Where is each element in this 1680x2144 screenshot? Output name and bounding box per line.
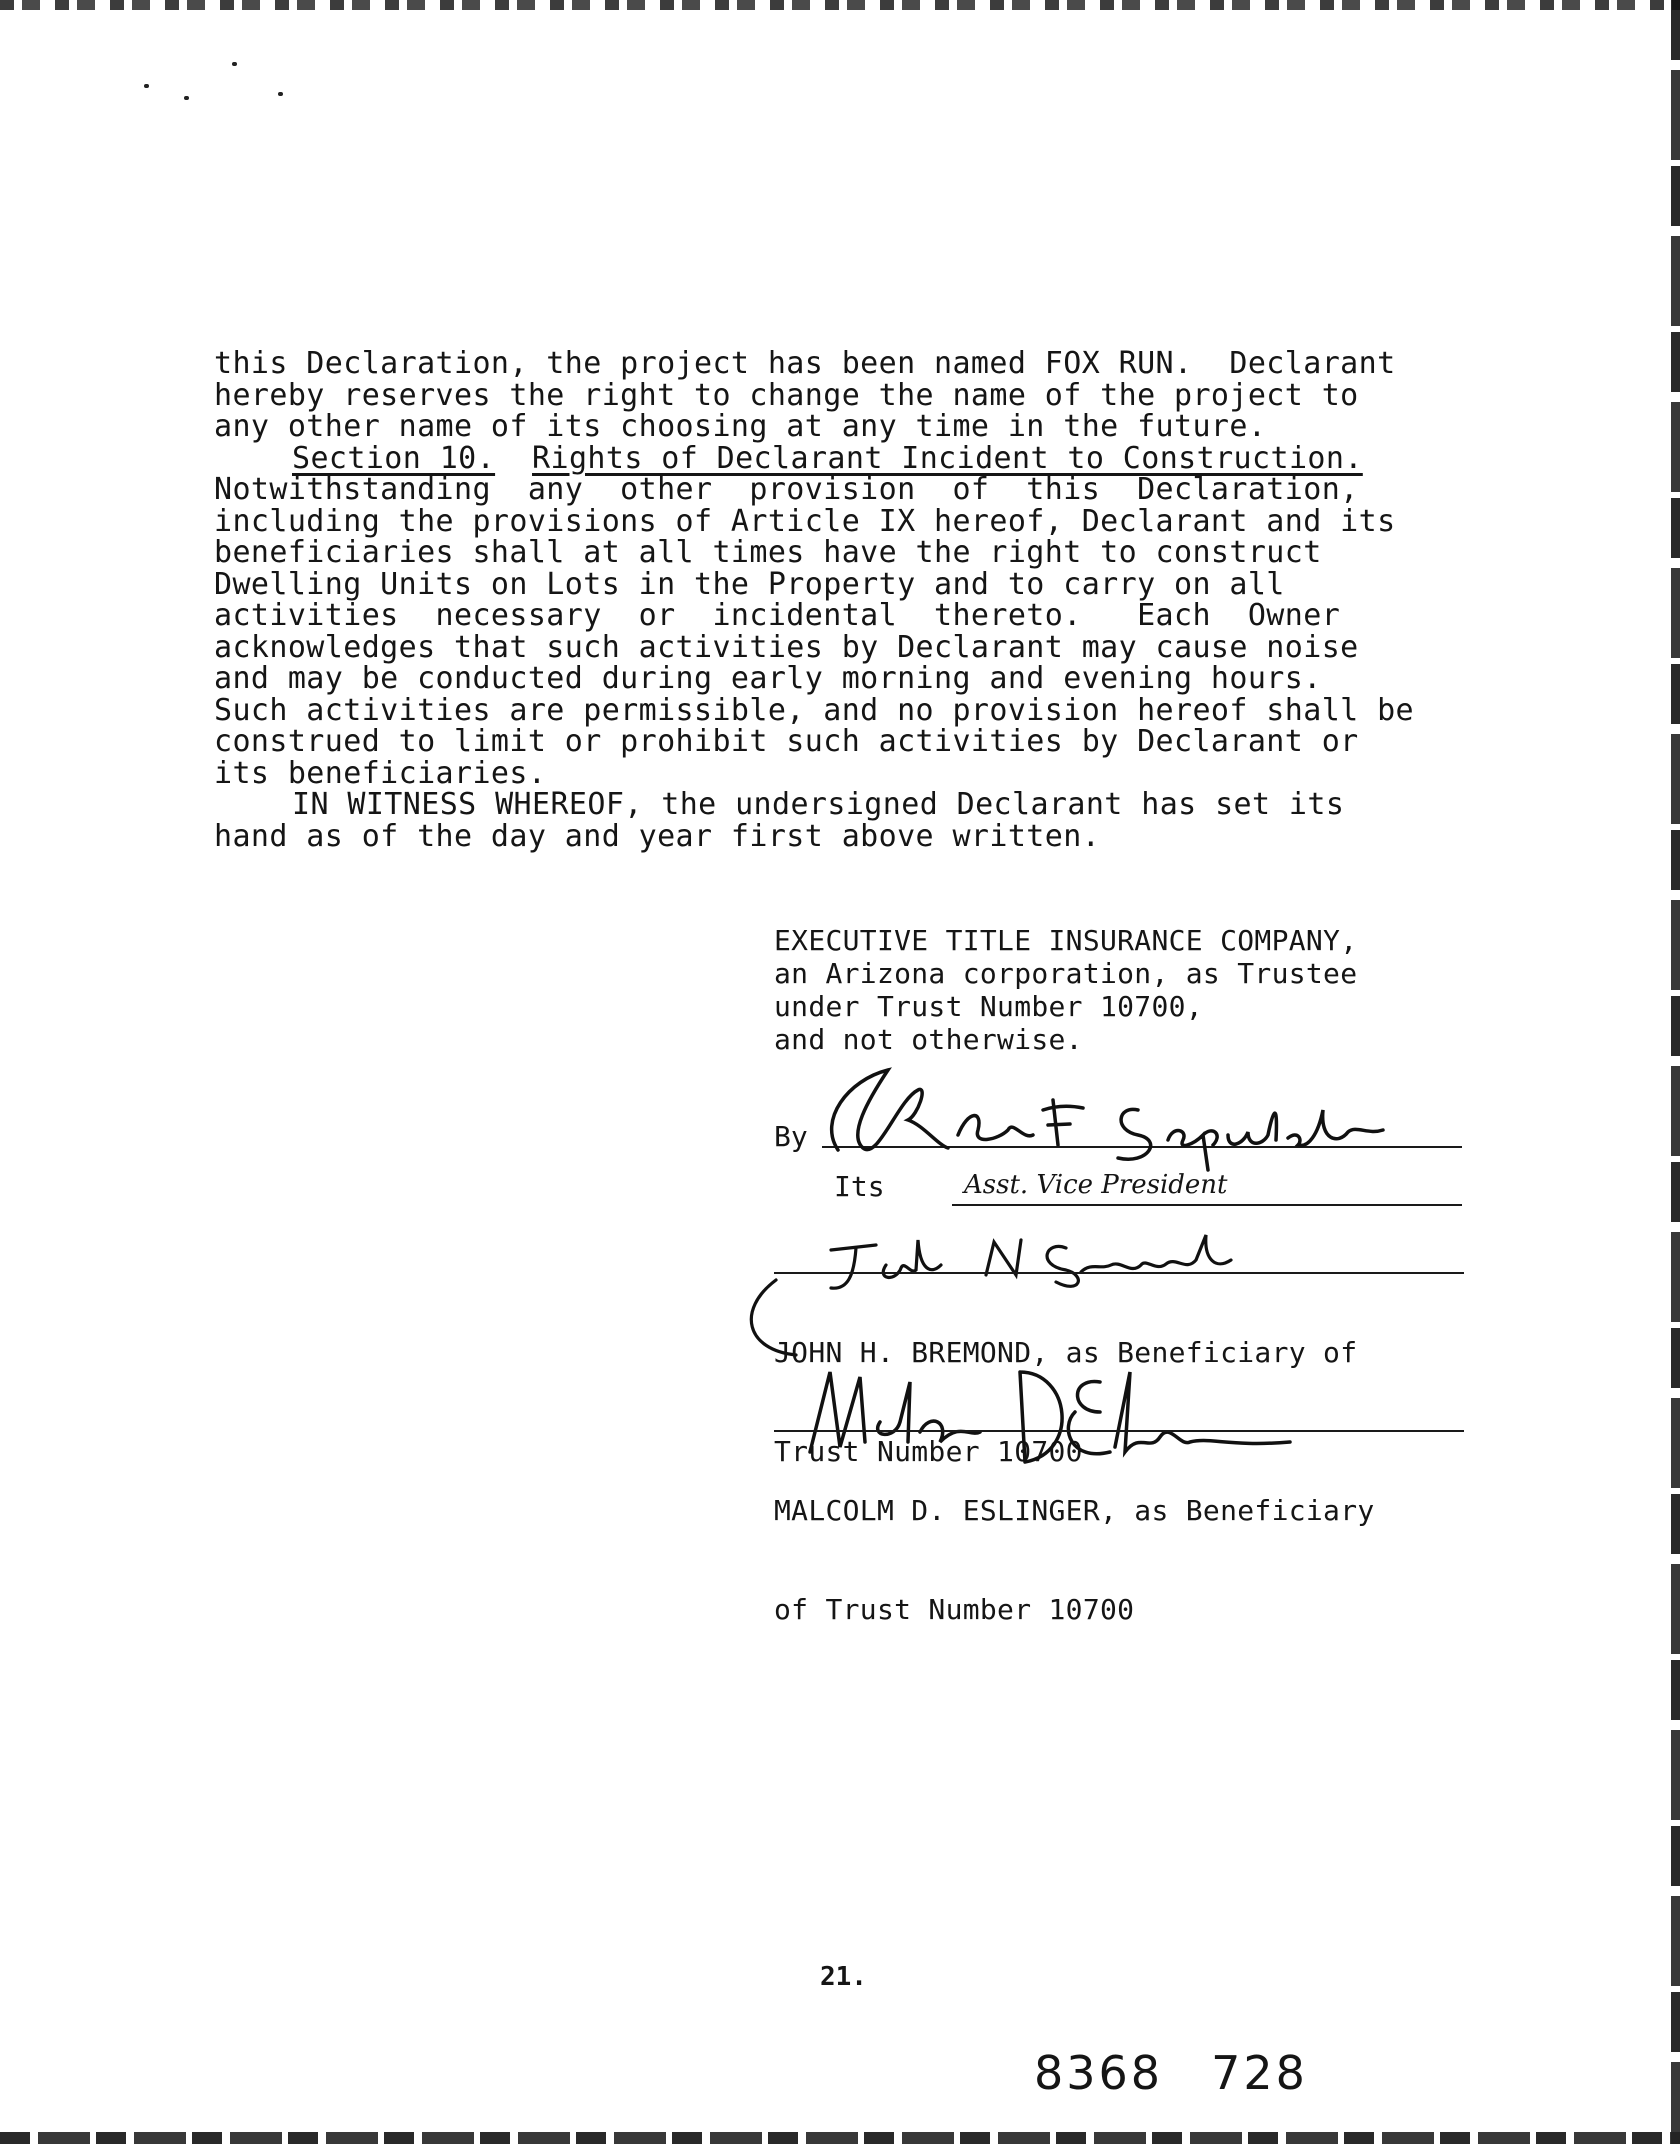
body-line: any other name of its choosing at any time in the future. bbox=[214, 409, 1267, 444]
title-rule bbox=[952, 1204, 1462, 1206]
body-line: including the provisions of Article IX hereof, Declarant and its bbox=[214, 503, 1396, 539]
page-number: 21. bbox=[820, 1962, 867, 1992]
beneficiary-2-block bbox=[774, 1428, 1375, 1659]
beneficiary-1-trust: Trust Number 10700 bbox=[774, 1435, 1083, 1468]
its-label: Its bbox=[834, 1170, 885, 1203]
body-line: its beneficiaries. bbox=[214, 755, 547, 791]
scan-speck bbox=[184, 96, 189, 100]
company-line: an Arizona corporation, as Trustee bbox=[774, 957, 1358, 990]
beneficiary-2-name: MALCOLM D. ESLINGER, as Beneficiary bbox=[774, 1494, 1375, 1527]
recording-stamp bbox=[1034, 2046, 1356, 2100]
body-line: Dwelling Units on Lots in the Property and to carry on all bbox=[214, 566, 1285, 602]
scan-speck bbox=[278, 92, 283, 96]
body-line: this Declaration, the project has been named FOX RUN. Declarant bbox=[214, 346, 1396, 381]
body-line: beneficiaries shall at all times have the right to construct bbox=[214, 535, 1322, 570]
scan-edge-right bbox=[1671, 0, 1680, 2144]
company-line: under Trust Number 10700, bbox=[774, 990, 1203, 1023]
witness-line: IN WITNESS WHEREOF, the undersigned Declarant has set its bbox=[292, 787, 1345, 822]
body-line: hand as of the day and year first above written. bbox=[214, 818, 1101, 854]
beneficiary-2-trust: of Trust Number 10700 bbox=[774, 1593, 1135, 1626]
body-line: Notwithstanding any other provision of this Declaration, bbox=[214, 472, 1359, 507]
recording-page-number: 728 bbox=[1211, 2046, 1308, 2100]
section-heading-line bbox=[214, 440, 1464, 476]
section-number: Section 10. bbox=[292, 440, 496, 476]
recording-book-number: 8368 bbox=[1034, 2046, 1164, 2100]
body-line: activities necessary or incidental thereto. Each Owner bbox=[214, 598, 1341, 633]
scan-edge-top bbox=[0, 0, 1680, 10]
handwritten-signature bbox=[808, 1040, 1408, 1170]
body-line: hereby reserves the right to change the name of the project to bbox=[214, 377, 1359, 413]
company-line: and not otherwise. bbox=[774, 1023, 1083, 1056]
declaration-body bbox=[214, 348, 1464, 852]
scan-speck bbox=[232, 62, 237, 66]
company-signature-block bbox=[774, 924, 1494, 1056]
company-line: EXECUTIVE TITLE INSURANCE COMPANY, bbox=[774, 924, 1358, 957]
scan-speck bbox=[144, 84, 149, 88]
officer-title: Asst. Vice President bbox=[964, 1170, 1228, 1200]
body-line: and may be conducted during early morning and evening hours. bbox=[214, 661, 1322, 696]
body-line: Such activities are permissible, and no provision hereof shall be bbox=[214, 692, 1414, 728]
body-line: acknowledges that such activities by Declarant may cause noise bbox=[214, 629, 1359, 665]
section-heading: Rights of Declarant Incident to Construction. bbox=[532, 440, 1363, 476]
by-label: By bbox=[774, 1120, 808, 1153]
beneficiary-1-name: JOHN H. BREMOND, as Beneficiary of bbox=[774, 1336, 1358, 1369]
body-line: construed to limit or prohibit such activities by Declarant or bbox=[214, 724, 1359, 759]
scan-edge-bottom bbox=[0, 2132, 1680, 2144]
